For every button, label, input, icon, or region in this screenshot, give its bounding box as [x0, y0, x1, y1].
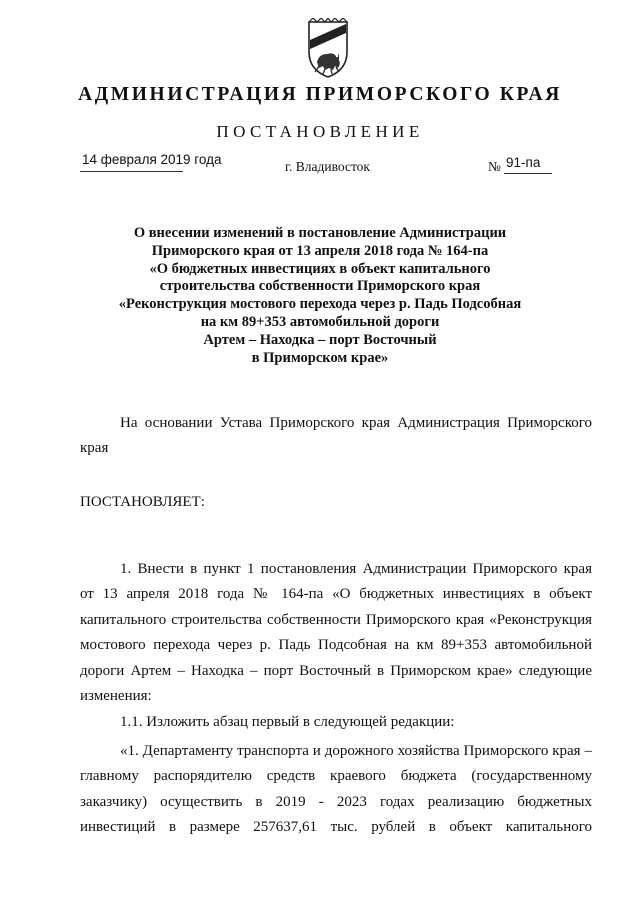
coat-of-arms-icon	[303, 18, 353, 80]
document-number-prefix: №	[488, 159, 501, 174]
paragraph-line: мостового перехода через р. Падь Подсобная на км 89+353 автомобильной	[80, 637, 592, 654]
organization-name: АДМИНИСТРАЦИЯ ПРИМОРСКОГО КРАЯ	[78, 84, 562, 105]
paragraph-line: главному распорядителю средств краевого бюджета (государственному	[80, 768, 592, 785]
number-underline	[504, 173, 552, 174]
paragraph-line: изменения:	[80, 688, 152, 705]
paragraph-line: края	[80, 440, 109, 457]
paragraph-line: заказчику) осуществить в 2019 - 2023 годах реализацию бюджетных	[80, 793, 592, 810]
paragraph-line: 1. Внести в пункт 1 постановления Администрации Приморского края	[120, 561, 592, 577]
item-1-paragraph	[80, 557, 592, 709]
title-line: «Реконструкция мостового перехода через р. Падь Подсобная	[118, 296, 522, 313]
document-number: 91-па	[506, 155, 541, 170]
document-title	[90, 225, 550, 367]
paragraph-line: дороги Артем – Находка – порт Восточный в Приморском крае» следующие	[80, 662, 592, 679]
title-line: на км 89+353 автомобильной дороги	[200, 313, 440, 330]
title-line: «О бюджетных инвестициях в объект капитального	[149, 260, 491, 277]
paragraph-line: капитального строительства собственности Приморского края «Реконструкция	[80, 611, 592, 628]
paragraph-line: от 13 апреля 2018 года № 164-па «О бюджетных инвестициях в объект	[80, 586, 592, 603]
title-line: в Приморском крае»	[251, 349, 389, 366]
document-type: ПОСТАНОВЛЕНИЕ	[216, 122, 424, 141]
quoted-paragraph	[80, 739, 592, 841]
item-1-1-paragraph: 1.1. Изложить абзац первый в следующей редакции:	[120, 714, 455, 730]
title-line: О внесении изменений в постановление Администрации	[133, 225, 507, 241]
paragraph-line: На основании Устава Приморского края Администрация Приморского	[120, 415, 592, 431]
document-city: г. Владивосток	[285, 159, 370, 174]
paragraph-line: инвестиций в размере 257637,61 тыс. рублей в объект капитального	[80, 819, 592, 836]
date-underline	[80, 171, 183, 172]
document-date: 14 февраля 2019 года	[82, 152, 222, 167]
title-line: строительства собственности Приморского края	[159, 278, 481, 295]
paragraph-line: «1. Департаменту транспорта и дорожного хозяйства Приморского края –	[120, 743, 592, 759]
title-line: Приморского края от 13 апреля 2018 года № 164-па	[151, 242, 489, 259]
basis-paragraph	[80, 411, 592, 462]
title-line: Артем – Находка – порт Восточный	[203, 331, 437, 348]
decrees-heading: ПОСТАНОВЛЯЕТ:	[80, 494, 205, 510]
